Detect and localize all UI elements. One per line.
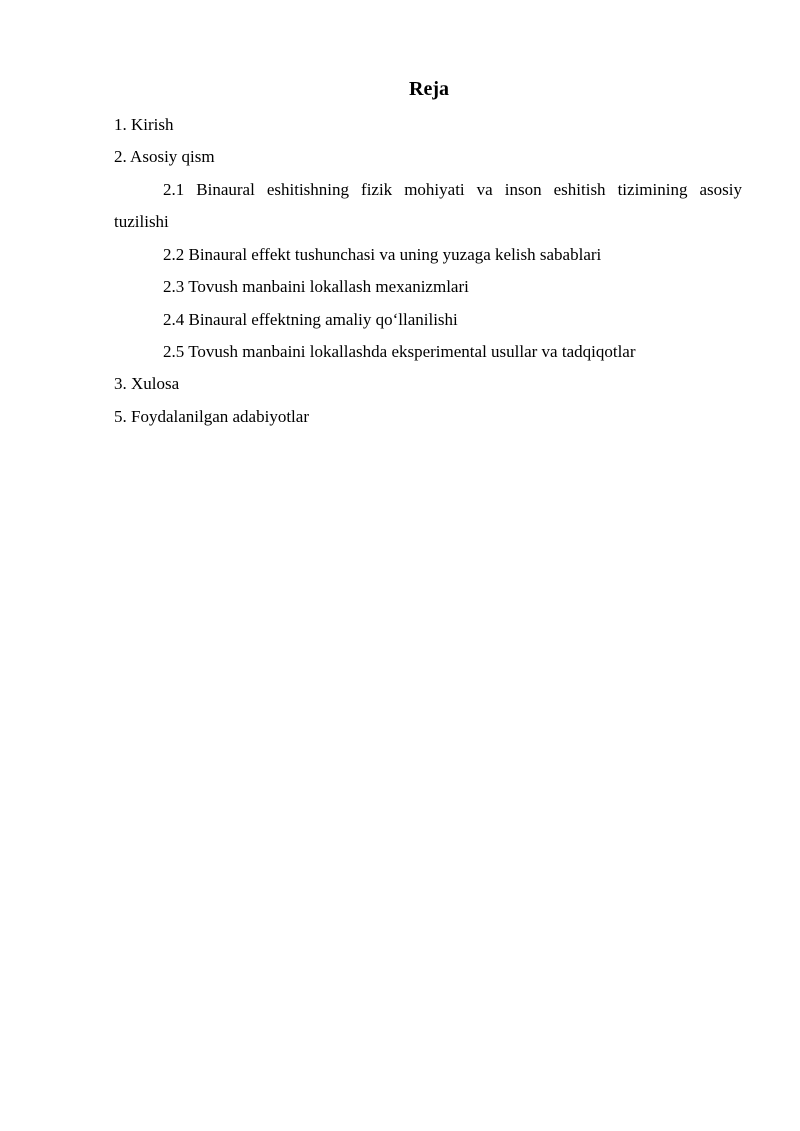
outline-subitem-2-4: 2.4 Binaural effektning amaliy qo‘llanilishi — [163, 310, 458, 329]
outline-subitem-2-5: 2.5 Tovush manbaini lokallashda eksperimental usullar va tadqiqotlar — [163, 342, 636, 361]
outline-subitem-2-3: 2.3 Tovush manbaini lokallash mexanizmlari — [163, 277, 469, 296]
outline-item-intro: 1. Kirish — [114, 115, 174, 134]
outline-subitem-2-1: 2.1 Binaural eshitishning fizik mohiyati va inson eshitish tizimining asosiy — [163, 180, 742, 199]
outline-item-main: 2. Asosiy qism — [114, 147, 215, 166]
page-title: Reja — [409, 78, 449, 100]
outline-subitem-2-2: 2.2 Binaural effekt tushunchasi va uning yuzaga kelish sabablari — [163, 245, 602, 264]
outline-item-references: 5. Foydalanilgan adabiyotlar — [114, 407, 309, 426]
outline-subitem-2-1-continuation: tuzilishi — [114, 212, 169, 231]
outline-item-conclusion: 3. Xulosa — [114, 374, 180, 393]
